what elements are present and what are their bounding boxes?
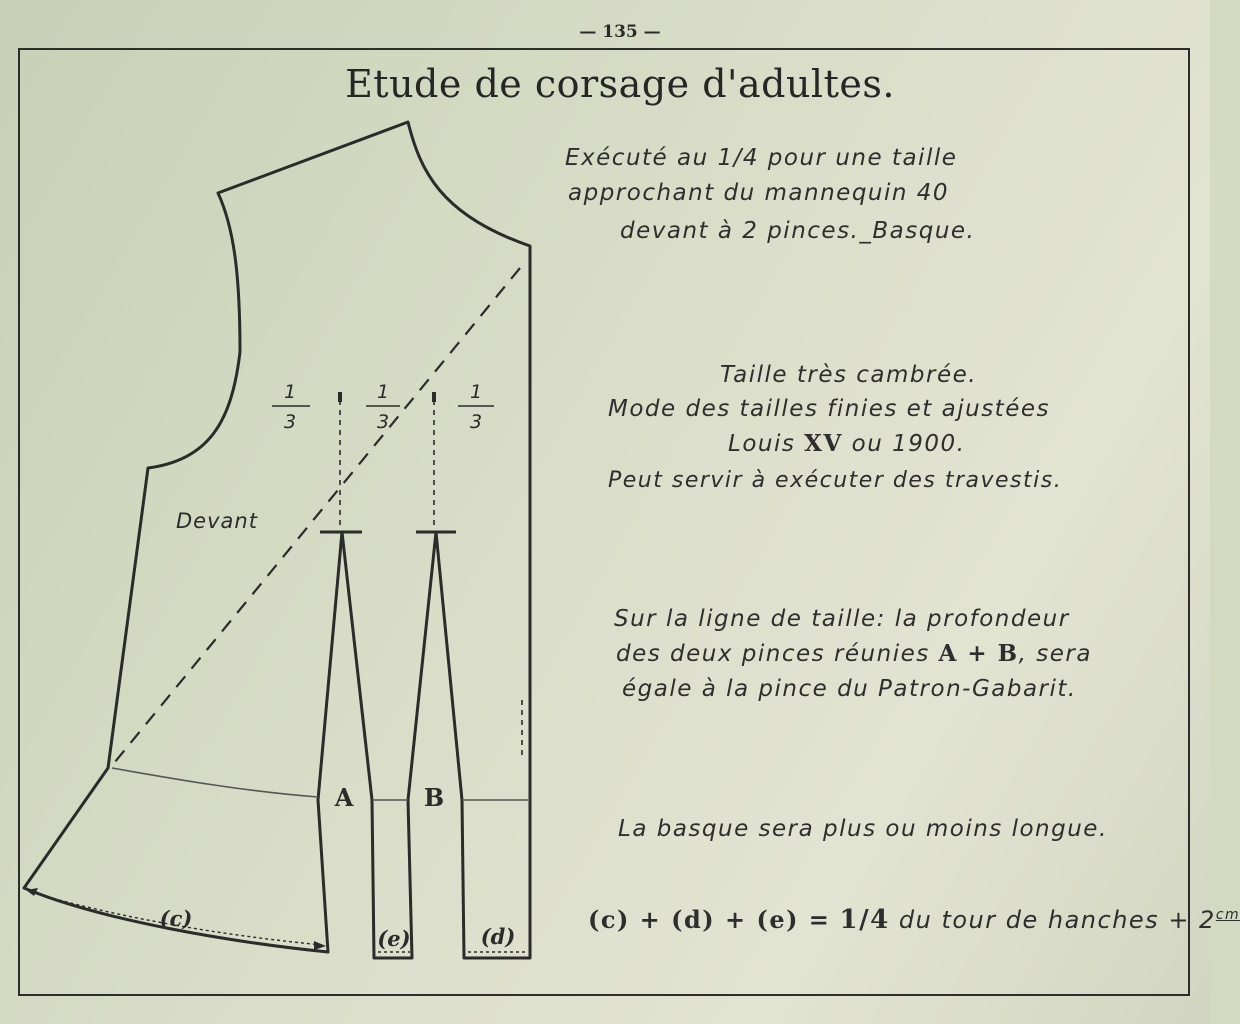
- basque-note: La basque sera plus ou moins longue.: [618, 816, 1108, 842]
- formula-right: du tour de hanches + 2: [898, 906, 1216, 934]
- mode-roman-numeral: XV: [804, 430, 843, 457]
- frac-1-num: 1: [283, 381, 297, 403]
- frac-3-den: 3: [469, 411, 483, 433]
- label-d: (d): [480, 924, 516, 949]
- intro-line-3: devant à 2 pinces._Basque.: [620, 218, 976, 244]
- waist-line-left: [112, 768, 318, 797]
- grain-line: [110, 268, 520, 768]
- mode-louis: Louis: [728, 431, 796, 457]
- page-title: Etude de corsage d'adultes.: [345, 62, 895, 106]
- waist-line-3: égale à la pince du Patron-Gabarit.: [622, 676, 1077, 702]
- waist-line-2-text: des deux pinces réunies: [616, 641, 930, 667]
- frac-1-den: 3: [283, 411, 297, 433]
- mode-line-4: Peut servir à exécuter des travestis.: [608, 468, 1063, 493]
- label-c: (c): [159, 906, 193, 931]
- formula-left: (c) + (d) + (e) =: [588, 905, 831, 934]
- waist-line-2-end: , sera: [1018, 641, 1092, 667]
- formula-unit: cm: [1215, 907, 1240, 923]
- frac-2-num: 1: [376, 381, 390, 403]
- frac-2-den: 3: [376, 411, 390, 433]
- waist-darts-sum: A + B: [938, 640, 1019, 667]
- mode-year: ou 1900.: [851, 431, 966, 457]
- arrow-c-right: [314, 941, 326, 950]
- dart-b-label: B: [423, 783, 445, 812]
- devant-label: Devant: [176, 509, 258, 533]
- frac-3-num: 1: [469, 381, 483, 403]
- bodice-outline: [24, 122, 530, 958]
- waist-line-1: Sur la ligne de taille: la profondeur: [614, 606, 1070, 632]
- formula-fraction: 1/4: [839, 905, 890, 935]
- label-e: (e): [377, 926, 411, 951]
- intro-line-1: Exécuté au 1/4 pour une taille: [565, 145, 958, 171]
- intro-line-2: approchant du mannequin 40: [568, 180, 950, 206]
- page-number: — 135 —: [579, 22, 661, 42]
- mode-line-2: Mode des tailles finies et ajustées: [608, 396, 1050, 422]
- mode-line-1: Taille très cambrée.: [720, 362, 978, 388]
- dart-a-label: A: [334, 783, 354, 812]
